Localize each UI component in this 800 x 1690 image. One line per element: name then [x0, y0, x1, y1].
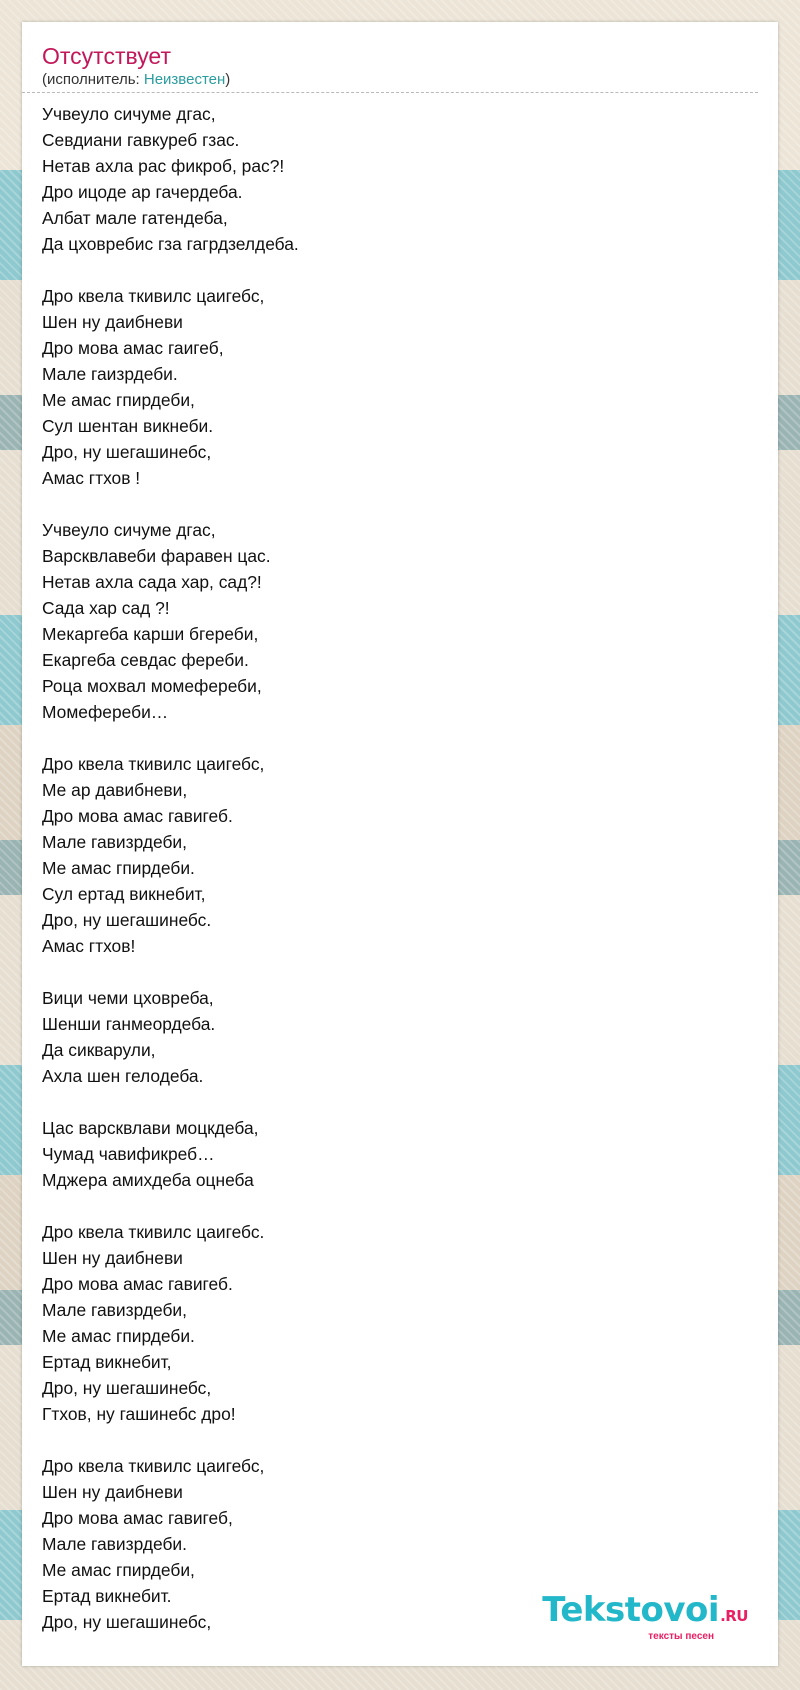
- lyrics-line: Севдиани гавкуреб гзас.: [42, 130, 240, 150]
- lyrics-line: Учвеуло сичуме дгас,: [42, 104, 216, 124]
- lyrics-line: Мале гавизрдеби,: [42, 832, 187, 852]
- lyrics-line: Шен ну даибневи: [42, 1248, 183, 1268]
- lyrics-line: Нетав ахла рас фикроб, рас?!: [42, 156, 285, 176]
- lyrics-line: Шен ну даибневи: [42, 312, 183, 332]
- lyrics-line: Дро мова амас гаигеб,: [42, 338, 224, 358]
- lyrics-stanza: [42, 1219, 778, 1427]
- lyrics-line: Варсквлавеби фаравен цас.: [42, 546, 271, 566]
- lyrics-line: Амас гтхов!: [42, 936, 136, 956]
- lyrics-line: Ахла шен гелодеба.: [42, 1066, 204, 1086]
- lyrics-line: Мале гавизрдеби.: [42, 1534, 187, 1554]
- lyrics-line: Мджера амихдеба оцнеба: [42, 1170, 254, 1190]
- lyrics-line: Мале гаизрдеби.: [42, 364, 178, 384]
- lyrics-line: Дро квела ткивилс цаигебс,: [42, 754, 265, 774]
- artist-line: [42, 70, 758, 90]
- lyrics-line: Ме амас гпирдеби.: [42, 1326, 195, 1346]
- lyrics-line: Вици чеми цховреба,: [42, 988, 214, 1008]
- lyrics-line: Дро мова амас гавигеб.: [42, 1274, 233, 1294]
- lyrics-line: Дро, ну шегашинебс.: [42, 910, 212, 930]
- lyrics-line: Сул шентан викнеби.: [42, 416, 214, 436]
- artist-link[interactable]: Неизвестен: [143, 71, 226, 88]
- lyrics-text: [22, 93, 778, 1635]
- lyrics-stanza: [42, 283, 778, 491]
- song-title: Отсутствует: [42, 43, 171, 69]
- logo-tld: .RU: [720, 1607, 748, 1625]
- lyrics-line: Сада хар сад ?!: [42, 598, 170, 618]
- lyrics-line: Момефереби…: [42, 702, 169, 722]
- lyrics-line: Амас гтхов !: [42, 468, 141, 488]
- lyrics-stanza: [42, 517, 778, 725]
- lyrics-card: [22, 22, 778, 1666]
- lyrics-line: Цас варсквлави моцкдеба,: [42, 1118, 259, 1138]
- lyrics-line: Да цховребис гза гагрдзелдеба.: [42, 234, 299, 254]
- lyrics-line: Мекаргеба карши бгереби,: [42, 624, 259, 644]
- lyrics-line: Шенши ганмеордеба.: [42, 1014, 216, 1034]
- song-header: [22, 22, 758, 93]
- lyrics-line: Дро, ну шегашинебс,: [42, 442, 212, 462]
- lyrics-line: Ертад викнебит.: [42, 1586, 172, 1606]
- lyrics-stanza: [42, 1115, 778, 1193]
- lyrics-line: Дро квела ткивилс цаигебс,: [42, 286, 265, 306]
- lyrics-line: Учвеуло сичуме дгас,: [42, 520, 216, 540]
- lyrics-line: Ме амас гпирдеби.: [42, 858, 195, 878]
- lyrics-line: Албат мале гатендеба,: [42, 208, 228, 228]
- lyrics-line: Ме амас гпирдеби,: [42, 390, 195, 410]
- lyrics-line: Ме амас гпирдеби,: [42, 1560, 195, 1580]
- lyrics-line: Ертад викнебит,: [42, 1352, 172, 1372]
- lyrics-line: Дро мова амас гавигеб,: [42, 1508, 233, 1528]
- lyrics-line: Нетав ахла сада хар, сад?!: [42, 572, 262, 592]
- lyrics-line: Мале гавизрдеби,: [42, 1300, 187, 1320]
- lyrics-line: Дро квела ткивилс цаигебс.: [42, 1222, 265, 1242]
- lyrics-line: Сул ертад викнебит,: [42, 884, 206, 904]
- lyrics-stanza: [42, 101, 778, 257]
- lyrics-line: Дро, ну шегашинебс,: [42, 1612, 212, 1632]
- logo-wordmark: [542, 1590, 748, 1633]
- lyrics-line: Дро ицоде ар гачердеба.: [42, 182, 243, 202]
- lyrics-line: Роца мохвал момефереби,: [42, 676, 262, 696]
- lyrics-line: Да сикварули,: [42, 1040, 156, 1060]
- artist-suffix: ): [225, 71, 231, 88]
- lyrics-line: Дро квела ткивилс цаигебс,: [42, 1456, 265, 1476]
- logo-name: Tekstovoi: [542, 1590, 720, 1630]
- lyrics-line: Екаргеба севдас фереби.: [42, 650, 249, 670]
- lyrics-stanza: [42, 751, 778, 959]
- lyrics-line: Гтхов, ну гашинебс дро!: [42, 1404, 236, 1424]
- lyrics-line: Дро мова амас гавигеб.: [42, 806, 233, 826]
- lyrics-line: Ме ар давибневи,: [42, 780, 188, 800]
- lyrics-stanza: [42, 985, 778, 1089]
- site-logo[interactable]: [542, 1590, 748, 1642]
- artist-prefix: (исполнитель:: [42, 71, 144, 88]
- logo-tagline: тексты песен: [648, 1631, 714, 1642]
- lyrics-line: Дро, ну шегашинебс,: [42, 1378, 212, 1398]
- lyrics-line: Чумад чавификреб…: [42, 1144, 215, 1164]
- lyrics-line: Шен ну даибневи: [42, 1482, 183, 1502]
